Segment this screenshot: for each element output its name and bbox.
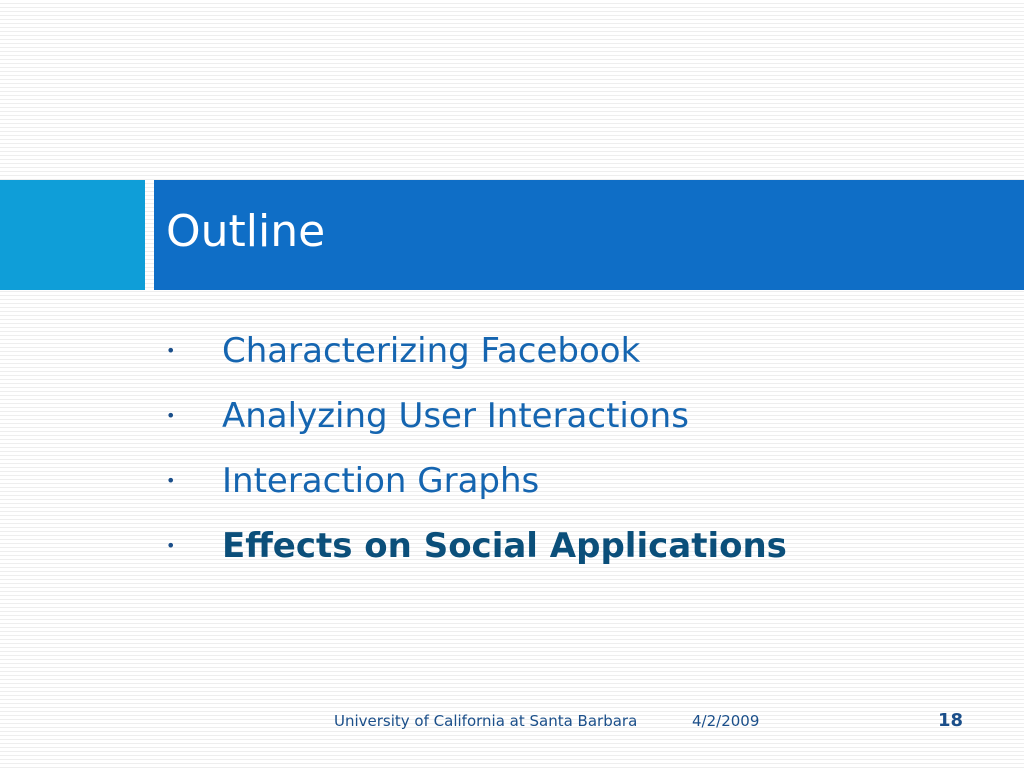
bullet-icon: • — [166, 471, 176, 490]
outline-item — [160, 318, 787, 383]
footer-organization: University of California at Santa Barbara — [334, 712, 638, 730]
outline-item-current — [160, 513, 787, 578]
bullet-icon: • — [166, 341, 176, 360]
outline-item-text: Effects on Social Applications — [222, 525, 787, 566]
title-bar — [154, 180, 1024, 290]
outline-item-text: Interaction Graphs — [222, 460, 540, 501]
page-number: 18 — [938, 710, 964, 731]
slide-title: Outline — [166, 206, 326, 257]
title-accent-block — [0, 180, 145, 290]
outline-item-text: Characterizing Facebook — [222, 330, 641, 371]
outline-item — [160, 448, 787, 513]
footer-date: 4/2/2009 — [692, 712, 760, 730]
outline-item — [160, 383, 787, 448]
outline-item-text: Analyzing User Interactions — [222, 395, 689, 436]
bullet-icon: • — [166, 406, 176, 425]
bullet-icon: • — [166, 536, 176, 555]
outline-list — [160, 318, 787, 578]
